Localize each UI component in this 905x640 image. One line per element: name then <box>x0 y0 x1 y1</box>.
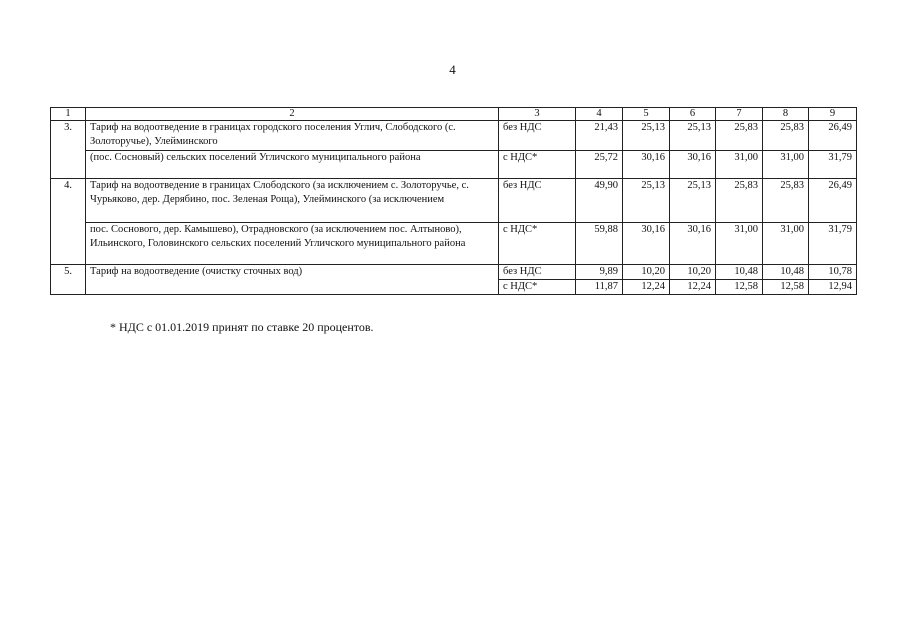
tariff-value: 31,00 <box>763 151 809 179</box>
tariff-value: 12,94 <box>809 280 857 295</box>
table-row <box>51 151 857 179</box>
row-index: 5. <box>51 265 86 295</box>
header-cell: 5 <box>623 108 670 121</box>
tariff-value: 9,89 <box>576 265 623 280</box>
vat-label: без НДС <box>499 121 576 151</box>
row-description: Тариф на водоотведение (очистку сточных вод) <box>86 265 499 295</box>
tariff-value: 12,24 <box>670 280 716 295</box>
tariff-value: 10,48 <box>763 265 809 280</box>
tariff-value: 25,13 <box>623 179 670 223</box>
tariff-value: 26,49 <box>809 179 857 223</box>
tariff-value: 30,16 <box>670 223 716 265</box>
tariff-value: 49,90 <box>576 179 623 223</box>
tariff-value: 31,79 <box>809 223 857 265</box>
tariff-value: 10,20 <box>670 265 716 280</box>
tariff-value: 25,83 <box>716 179 763 223</box>
header-cell: 6 <box>670 108 716 121</box>
row-description: Тариф на водоотведение в границах Слободского (за исключением с. Золоторучье, с. Чурьяково, дер. Дерябино, пос. Зеленая Роща), Улейминского (за исключением <box>86 179 499 223</box>
tariff-value: 25,83 <box>763 179 809 223</box>
row-index: 3. <box>51 121 86 179</box>
tariff-value: 59,88 <box>576 223 623 265</box>
tariff-value: 12,24 <box>623 280 670 295</box>
tariff-value: 12,58 <box>716 280 763 295</box>
tariff-value: 25,83 <box>763 121 809 151</box>
table-row <box>51 265 857 280</box>
vat-label: с НДС* <box>499 280 576 295</box>
header-cell: 3 <box>499 108 576 121</box>
table-header-row <box>51 108 857 121</box>
table-row <box>51 179 857 223</box>
header-cell: 7 <box>716 108 763 121</box>
vat-label: с НДС* <box>499 223 576 265</box>
vat-label: без НДС <box>499 265 576 280</box>
header-cell: 2 <box>86 108 499 121</box>
tariff-value: 25,13 <box>623 121 670 151</box>
tariff-value: 10,78 <box>809 265 857 280</box>
tariff-value: 10,20 <box>623 265 670 280</box>
row-description: Тариф на водоотведение в границах городского поселения Углич, Слободского (с. Золоторучье), Улейминского <box>86 121 499 151</box>
vat-footnote: * НДС с 01.01.2019 принят по ставке 20 процентов. <box>110 320 374 334</box>
header-cell: 4 <box>576 108 623 121</box>
header-cell: 9 <box>809 108 857 121</box>
tariff-value: 31,79 <box>809 151 857 179</box>
vat-label: с НДС* <box>499 151 576 179</box>
table-row <box>51 121 857 151</box>
tariff-value: 25,13 <box>670 179 716 223</box>
tariff-value: 31,00 <box>716 223 763 265</box>
tariff-value: 31,00 <box>763 223 809 265</box>
tariff-value: 25,13 <box>670 121 716 151</box>
row-index: 4. <box>51 179 86 265</box>
tariff-value: 25,83 <box>716 121 763 151</box>
vat-label: без НДС <box>499 179 576 223</box>
tariff-value: 12,58 <box>763 280 809 295</box>
tariff-value: 11,87 <box>576 280 623 295</box>
row-description-continued: (пос. Сосновый) сельских поселений Угличского муниципального района <box>86 151 499 179</box>
row-description-continued: пос. Соснового, дер. Камышево), Отрадновского (за исключением пос. Алтыново), Ильинского, Головинского сельских поселений Угличского муниципального района <box>86 223 499 265</box>
tariff-table <box>50 107 857 295</box>
tariff-value: 21,43 <box>576 121 623 151</box>
tariff-value: 26,49 <box>809 121 857 151</box>
table-row <box>51 223 857 265</box>
tariff-value: 30,16 <box>670 151 716 179</box>
header-cell: 8 <box>763 108 809 121</box>
page-number: 4 <box>449 62 456 77</box>
tariff-value: 10,48 <box>716 265 763 280</box>
header-cell: 1 <box>51 108 86 121</box>
tariff-value: 25,72 <box>576 151 623 179</box>
tariff-value: 30,16 <box>623 223 670 265</box>
tariff-value: 31,00 <box>716 151 763 179</box>
tariff-value: 30,16 <box>623 151 670 179</box>
